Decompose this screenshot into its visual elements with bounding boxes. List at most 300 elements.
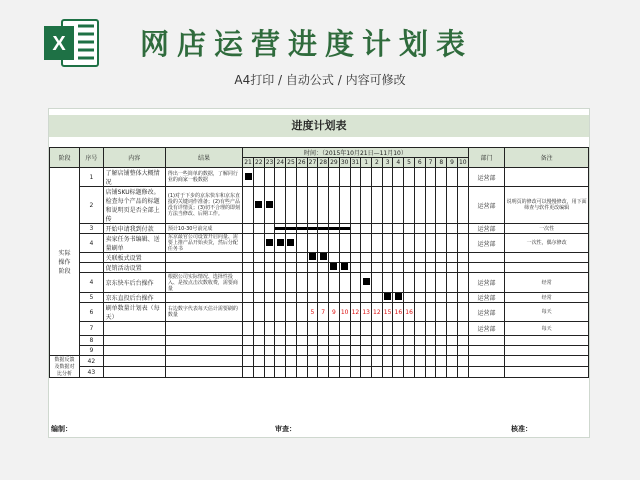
- row-dept: 运营部: [468, 303, 504, 322]
- gantt-cell: [286, 322, 297, 336]
- gantt-cell: [318, 367, 329, 378]
- gantt-cell: [382, 187, 393, 224]
- day-cell: 3: [382, 158, 393, 168]
- gantt-cell: [275, 224, 286, 234]
- gantt-cell: [382, 303, 393, 322]
- gantt-cell: [275, 168, 286, 187]
- gantt-cell: [372, 263, 383, 273]
- gantt-cell: [243, 346, 254, 356]
- gantt-cell: [264, 322, 275, 336]
- gantt-cell: [318, 273, 329, 293]
- header-time: 时间：（2015年10月21日—11月10）: [243, 148, 469, 158]
- row-note: 说明页的修改可以慢慢修改，用下面筛查与软件更改编辑: [505, 187, 589, 224]
- table-row: [50, 253, 589, 263]
- gantt-cell: [307, 234, 318, 253]
- row-result: [165, 336, 242, 346]
- row-result: [165, 322, 242, 336]
- table-row: [50, 293, 589, 303]
- daily-count: 12: [373, 308, 381, 316]
- gantt-cell: [393, 356, 404, 367]
- row-result: 得出一些简单的数据，了解同行业的商家一般数据: [165, 168, 242, 187]
- day-cell: 31: [351, 159, 360, 166]
- gantt-cell: [264, 356, 275, 367]
- day-cell: 21: [244, 159, 252, 166]
- gantt-cell: [414, 346, 425, 356]
- day-cell: 4: [393, 158, 404, 168]
- gantt-cell: [447, 253, 458, 263]
- gantt-cell: [350, 322, 361, 336]
- gantt-cell: [414, 234, 425, 253]
- gantt-cell: [350, 253, 361, 263]
- gantt-cell: [243, 367, 254, 378]
- gantt-cell: [457, 367, 468, 378]
- gantt-cell: [393, 187, 404, 224]
- gantt-cell: [393, 303, 404, 322]
- phase-main: 实际 操作 阶段: [50, 168, 80, 356]
- gantt-cell: [361, 263, 372, 273]
- row-number: 4: [80, 234, 104, 253]
- row-result: 预计10-30号前完成: [165, 224, 242, 234]
- gantt-cell: [436, 367, 447, 378]
- row-dept: 运营部: [468, 322, 504, 336]
- header-no: 序号: [80, 148, 104, 168]
- row-result: [165, 346, 242, 356]
- gantt-cell: [382, 336, 393, 346]
- gantt-cell: [264, 187, 275, 224]
- day-cell: 6: [414, 158, 425, 168]
- gantt-cell: [457, 253, 468, 263]
- gantt-cell: [339, 234, 350, 253]
- row-dept: 运营部: [468, 293, 504, 303]
- gantt-cell: [361, 253, 372, 263]
- gantt-cell: [253, 293, 264, 303]
- gantt-cell: [372, 336, 383, 346]
- row-dept: 运营部: [468, 168, 504, 187]
- gantt-cell: [296, 367, 307, 378]
- gantt-cell: [404, 303, 415, 322]
- gantt-cell: [414, 187, 425, 224]
- gantt-cell: [414, 303, 425, 322]
- progress-bar: [340, 227, 350, 230]
- gantt-cell: [457, 346, 468, 356]
- gantt-cell: [296, 336, 307, 346]
- gantt-cell: [264, 346, 275, 356]
- gantt-cell: [286, 346, 297, 356]
- gantt-cell: [318, 336, 329, 346]
- header-note: 备注: [505, 148, 589, 168]
- gantt-cell: [425, 273, 436, 293]
- day-cell: 5: [404, 158, 415, 168]
- gantt-cell: [307, 322, 318, 336]
- gantt-cell: [414, 253, 425, 263]
- gantt-cell: [296, 303, 307, 322]
- row-content: 刷单数量计划表（每天）: [103, 303, 165, 322]
- gantt-cell: [243, 303, 254, 322]
- gantt-cell: [393, 263, 404, 273]
- gantt-cell: [253, 336, 264, 346]
- header-phase: 阶段: [50, 148, 80, 168]
- row-dept: [468, 263, 504, 273]
- gantt-cell: [393, 336, 404, 346]
- day-cell: 22: [254, 159, 263, 166]
- gantt-cell: [329, 273, 340, 293]
- gantt-cell: [307, 293, 318, 303]
- table-row: [50, 356, 589, 367]
- gantt-cell: [361, 187, 372, 224]
- gantt-cell: [457, 322, 468, 336]
- progress-bar: [308, 227, 318, 230]
- daily-count: 7: [321, 308, 326, 316]
- gantt-cell: [307, 168, 318, 187]
- day-cell: 24: [276, 159, 285, 166]
- gantt-cell: [425, 356, 436, 367]
- gantt-cell: [361, 336, 372, 346]
- gantt-cell: [275, 303, 286, 322]
- gantt-cell: [307, 336, 318, 346]
- gantt-cell: [329, 356, 340, 367]
- gantt-cell: [414, 224, 425, 234]
- gantt-cell: [253, 263, 264, 273]
- row-result: 根据公司实际情况、选择性投入、是按点击次数收费，需要商量: [165, 273, 242, 293]
- gantt-cell: [350, 293, 361, 303]
- gantt-cell: [253, 224, 264, 234]
- table-row: [50, 367, 589, 378]
- row-content: 卖家任务书编辑、送量刷单: [103, 234, 165, 253]
- gantt-cell: [447, 356, 458, 367]
- gantt-cell: [425, 263, 436, 273]
- row-number: 43: [80, 367, 104, 378]
- table-row: [50, 234, 589, 253]
- gantt-cell: [264, 224, 275, 234]
- gantt-cell: [307, 273, 318, 293]
- row-number: 3: [80, 224, 104, 234]
- gantt-cell: [286, 168, 297, 187]
- row-dept: [468, 336, 504, 346]
- gantt-cell: [350, 187, 361, 224]
- gantt-cell: [404, 273, 415, 293]
- gantt-cell: [457, 293, 468, 303]
- gantt-cell: [318, 234, 329, 253]
- gantt-cell: [350, 346, 361, 356]
- gantt-cell: [382, 168, 393, 187]
- gantt-cell: [275, 356, 286, 367]
- row-result: [165, 367, 242, 378]
- gantt-cell: [361, 346, 372, 356]
- daily-count: 13: [362, 308, 370, 316]
- gantt-cell: [264, 234, 275, 253]
- gantt-cell: [447, 234, 458, 253]
- gantt-cell: [404, 234, 415, 253]
- row-result: [165, 356, 242, 367]
- gantt-cell: [243, 168, 254, 187]
- gantt-cell: [393, 168, 404, 187]
- gantt-cell: [436, 293, 447, 303]
- gantt-cell: [350, 263, 361, 273]
- progress-bar: [297, 227, 307, 230]
- gantt-cell: [436, 234, 447, 253]
- gantt-cell: [414, 356, 425, 367]
- gantt-cell: [425, 187, 436, 224]
- row-note: 每天: [505, 303, 589, 322]
- row-content: [103, 346, 165, 356]
- approver-label: 核准：: [511, 425, 532, 433]
- day-cell: 23: [265, 159, 274, 166]
- gantt-cell: [372, 273, 383, 293]
- progress-marker: [384, 293, 391, 300]
- gantt-cell: [318, 224, 329, 234]
- daily-count: 9: [332, 308, 336, 316]
- gantt-cell: [372, 234, 383, 253]
- gantt-cell: [307, 253, 318, 263]
- reviewer-label: 审查：: [275, 425, 296, 433]
- gantt-cell: [307, 224, 318, 234]
- gantt-cell: [318, 356, 329, 367]
- row-content: 京东直投后台操作: [103, 293, 165, 303]
- table-row: [50, 168, 589, 187]
- gantt-cell: [361, 367, 372, 378]
- gantt-cell: [436, 273, 447, 293]
- gantt-cell: [275, 273, 286, 293]
- row-note: 一次性: [505, 224, 589, 234]
- row-content: [103, 322, 165, 336]
- gantt-cell: [318, 346, 329, 356]
- gantt-cell: [307, 346, 318, 356]
- gantt-cell: [361, 224, 372, 234]
- row-content: 开始申请我到付款: [103, 224, 165, 234]
- gantt-cell: [253, 303, 264, 322]
- gantt-cell: [243, 293, 254, 303]
- daily-count: 16: [394, 308, 403, 316]
- daily-count: 10: [340, 308, 349, 316]
- gantt-cell: [436, 253, 447, 263]
- gantt-cell: [339, 224, 350, 234]
- row-result: [165, 253, 242, 263]
- row-dept: 运营部: [468, 273, 504, 293]
- gantt-cell: [393, 367, 404, 378]
- gantt-cell: [404, 263, 415, 273]
- gantt-cell: [350, 168, 361, 187]
- row-dept: [468, 367, 504, 378]
- gantt-cell: [447, 187, 458, 224]
- gantt-cell: [264, 273, 275, 293]
- progress-marker: [287, 239, 294, 246]
- gantt-cell: [372, 367, 383, 378]
- gantt-cell: [339, 187, 350, 224]
- gantt-cell: [414, 273, 425, 293]
- gantt-cell: [457, 356, 468, 367]
- progress-marker: [255, 201, 262, 208]
- gantt-cell: [361, 234, 372, 253]
- gantt-cell: [318, 293, 329, 303]
- row-content: 京东快车后台操作: [103, 273, 165, 293]
- gantt-cell: [457, 168, 468, 187]
- gantt-cell: [457, 224, 468, 234]
- gantt-cell: [404, 336, 415, 346]
- gantt-cell: [329, 336, 340, 346]
- table-row: [50, 187, 589, 224]
- gantt-cell: [339, 322, 350, 336]
- gantt-cell: [457, 303, 468, 322]
- gantt-cell: [382, 346, 393, 356]
- gantt-cell: [339, 273, 350, 293]
- gantt-cell: [457, 234, 468, 253]
- gantt-cell: [447, 367, 458, 378]
- gantt-cell: [243, 356, 254, 367]
- gantt-cell: [296, 263, 307, 273]
- gantt-cell: [264, 253, 275, 263]
- gantt-cell: [382, 253, 393, 263]
- gantt-cell: [447, 346, 458, 356]
- row-dept: 运营部: [468, 234, 504, 253]
- row-number: [80, 253, 104, 263]
- gantt-cell: [425, 303, 436, 322]
- gantt-cell: [436, 346, 447, 356]
- gantt-cell: [253, 367, 264, 378]
- gantt-cell: [329, 263, 340, 273]
- gantt-cell: [296, 273, 307, 293]
- gantt-cell: [382, 234, 393, 253]
- gantt-cell: [296, 293, 307, 303]
- row-dept: [468, 346, 504, 356]
- gantt-cell: [243, 263, 254, 273]
- row-note: [505, 367, 589, 378]
- row-content: [103, 356, 165, 367]
- gantt-cell: [264, 303, 275, 322]
- gantt-cell: [253, 356, 264, 367]
- gantt-cell: [414, 336, 425, 346]
- day-cell: 10: [458, 159, 467, 166]
- gantt-cell: [264, 336, 275, 346]
- progress-bar: [318, 227, 328, 230]
- gantt-cell: [425, 253, 436, 263]
- gantt-cell: [243, 187, 254, 224]
- row-number: 7: [80, 322, 104, 336]
- row-number: 2: [80, 187, 104, 224]
- gantt-cell: [339, 263, 350, 273]
- gantt-cell: [329, 346, 340, 356]
- day-cell: 1: [361, 158, 372, 168]
- gantt-cell: [253, 187, 264, 224]
- gantt-cell: [372, 322, 383, 336]
- row-number: [80, 263, 104, 273]
- gantt-cell: [393, 273, 404, 293]
- gantt-cell: [404, 224, 415, 234]
- gantt-cell: [339, 168, 350, 187]
- gantt-cell: [425, 234, 436, 253]
- gantt-cell: [425, 224, 436, 234]
- gantt-cell: [414, 367, 425, 378]
- gantt-cell: [307, 303, 318, 322]
- daily-count: 15: [383, 308, 392, 316]
- row-note: [505, 346, 589, 356]
- gantt-cell: [286, 367, 297, 378]
- header-result: 结果: [165, 148, 242, 168]
- row-result: (1)对于下步的京东快车和京东直投的关键词作准备；(2)有些产品没有详情页；(3)切不合理的即刻方法当修改、后期工作。: [165, 187, 242, 224]
- gantt-cell: [447, 168, 458, 187]
- gantt-cell: [286, 336, 297, 346]
- progress-marker: [266, 239, 273, 246]
- gantt-cell: [457, 187, 468, 224]
- gantt-cell: [275, 263, 286, 273]
- gantt-cell: [350, 234, 361, 253]
- day-cell: 26: [297, 159, 306, 166]
- row-content: 了解店铺整体大概情况: [103, 168, 165, 187]
- gantt-cell: [329, 253, 340, 263]
- gantt-cell: [275, 293, 286, 303]
- gantt-cell: [393, 322, 404, 336]
- gantt-cell: [318, 187, 329, 224]
- row-number: 5: [80, 293, 104, 303]
- day-cell: 30: [340, 159, 349, 166]
- gantt-cell: [329, 224, 340, 234]
- gantt-cell: [404, 253, 415, 263]
- gantt-cell: [264, 293, 275, 303]
- gantt-cell: [243, 234, 254, 253]
- gantt-cell: [307, 367, 318, 378]
- gantt-cell: [318, 168, 329, 187]
- svg-text:X: X: [52, 33, 66, 55]
- gantt-cell: [243, 224, 254, 234]
- row-note: [505, 168, 589, 187]
- gantt-cell: [275, 322, 286, 336]
- gantt-cell: [275, 253, 286, 263]
- day-cell: 2: [372, 158, 383, 168]
- table-header-row: [50, 148, 589, 158]
- gantt-cell: [296, 168, 307, 187]
- gantt-cell: [393, 346, 404, 356]
- gantt-cell: [286, 234, 297, 253]
- gantt-cell: [457, 263, 468, 273]
- gantt-cell: [286, 293, 297, 303]
- gantt-cell: [296, 187, 307, 224]
- gantt-cell: [447, 303, 458, 322]
- gantt-cell: [447, 336, 458, 346]
- gantt-cell: [243, 273, 254, 293]
- gantt-cell: [339, 293, 350, 303]
- gantt-cell: [286, 224, 297, 234]
- gantt-cell: [457, 336, 468, 346]
- gantt-cell: [414, 263, 425, 273]
- gantt-cell: [329, 168, 340, 187]
- day-cell: 25: [287, 159, 295, 166]
- gantt-cell: [447, 322, 458, 336]
- gantt-cell: [350, 336, 361, 346]
- gantt-cell: [339, 356, 350, 367]
- gantt-cell: [425, 293, 436, 303]
- gantt-cell: [414, 322, 425, 336]
- page-title: 网店运营进度计划表: [140, 27, 474, 61]
- gantt-cell: [436, 168, 447, 187]
- header-dept: 部门: [468, 148, 504, 168]
- row-number: 1: [80, 168, 104, 187]
- gantt-cell: [436, 303, 447, 322]
- sheet-title: 进度计划表: [49, 115, 589, 137]
- row-result: 东京最官公司设置开启向量、需要上推产品开始卖货，然后分配任务书: [165, 234, 242, 253]
- gantt-cell: [243, 322, 254, 336]
- page-subtitle: A4打印 / 自动公式 / 内容可修改: [234, 73, 406, 87]
- row-result: [165, 263, 242, 273]
- row-number: 6: [80, 303, 104, 322]
- gantt-cell: [382, 273, 393, 293]
- gantt-cell: [253, 168, 264, 187]
- progress-marker: [363, 278, 370, 285]
- gantt-cell: [414, 168, 425, 187]
- gantt-cell: [436, 356, 447, 367]
- progress-marker: [309, 253, 316, 260]
- row-number: 4: [80, 273, 104, 293]
- gantt-cell: [275, 367, 286, 378]
- gantt-cell: [372, 224, 383, 234]
